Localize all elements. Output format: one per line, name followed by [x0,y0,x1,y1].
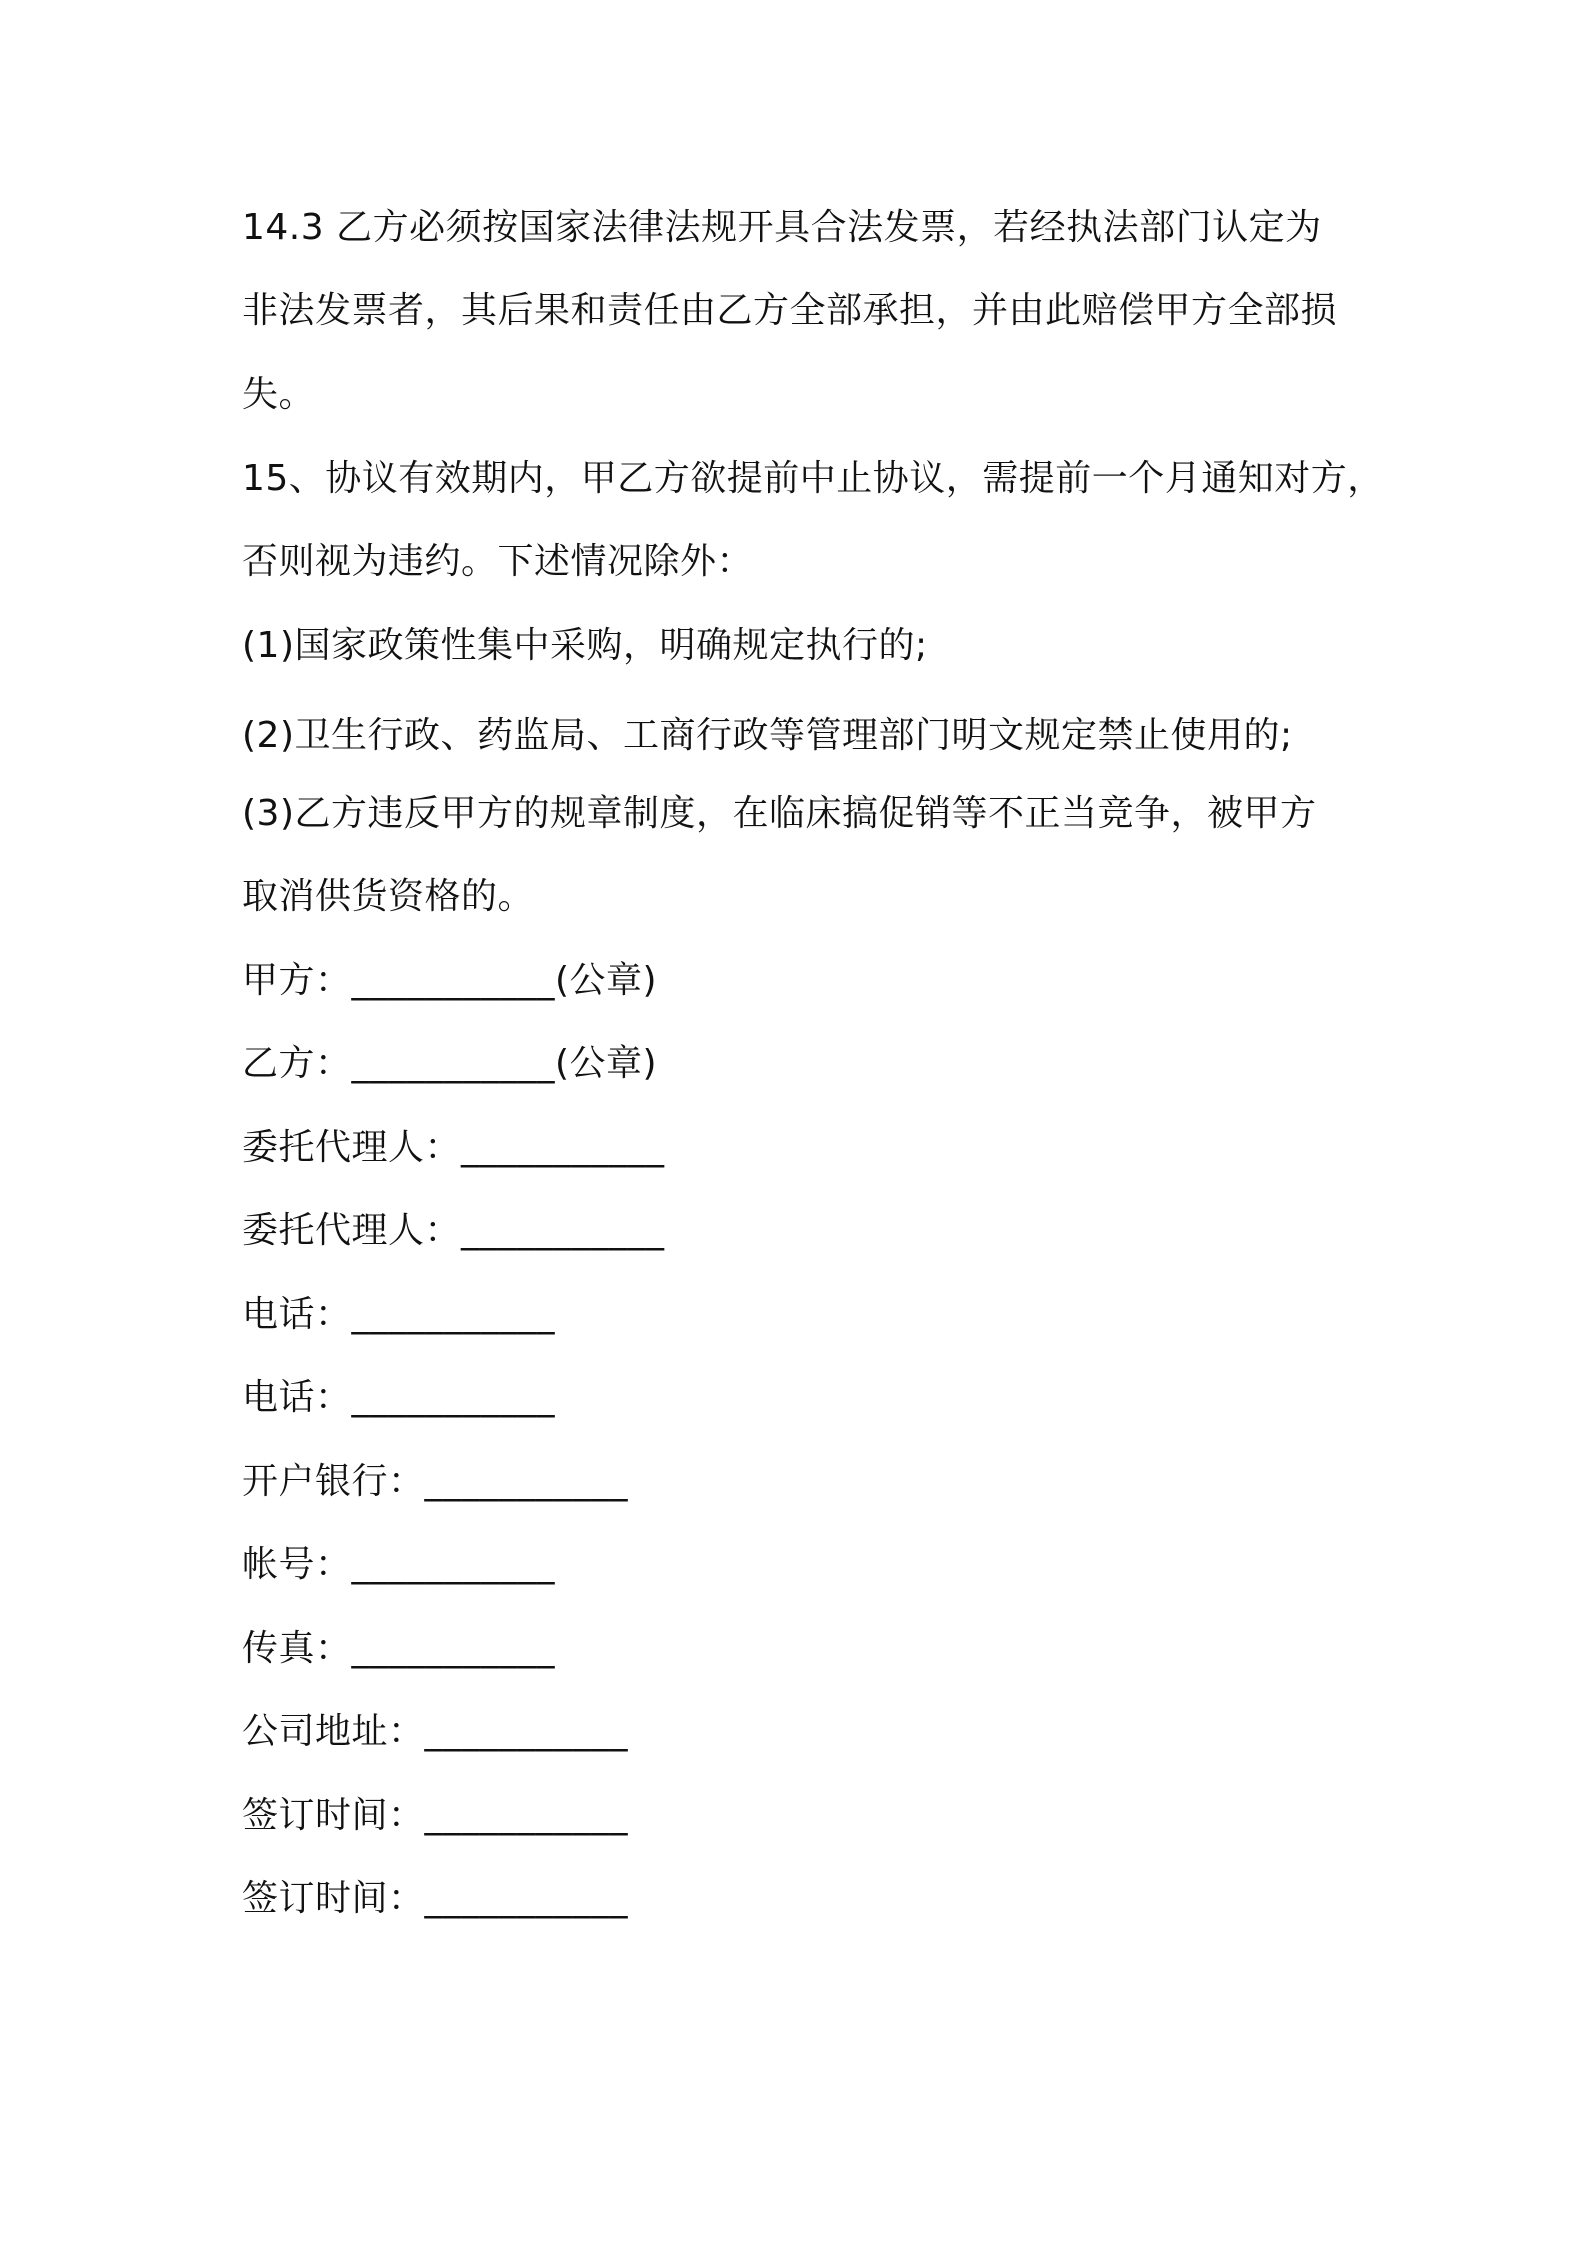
signature-party-a: 甲方：___________(公章) [242,960,658,1001]
signature-date-b: 签订时间：___________ [242,1878,629,1919]
clause-14-3-line-3: 失。 [242,374,316,415]
signature-phone-b: 电话：___________ [242,1377,556,1418]
signature-party-b: 乙方：___________(公章) [242,1043,658,1084]
clause-15-line-2: 否则视为违约。下述情况除外： [242,541,754,582]
exception-1: (1)国家政策性集中采购，明确规定执行的; [242,625,928,666]
clause-14-3-line-1: 14.3 乙方必须按国家法律法规开具合法发票，若经执法部门认定为 [242,207,1322,248]
signature-address: 公司地址：___________ [242,1711,629,1752]
exception-3-line-2: 取消供货资格的。 [242,876,535,917]
signature-agent-a: 委托代理人：___________ [242,1127,665,1168]
exception-2: (2)卫生行政、药监局、工商行政等管理部门明文规定禁止使用的; [242,715,1293,756]
signature-account: 帐号：___________ [242,1544,556,1585]
signature-phone-a: 电话：___________ [242,1294,556,1335]
clause-14-3-line-2: 非法发票者，其后果和责任由乙方全部承担，并由此赔偿甲方全部损 [242,290,1338,331]
signature-agent-b: 委托代理人：___________ [242,1210,665,1251]
signature-fax: 传真：___________ [242,1628,556,1669]
exception-3-line-1: (3)乙方违反甲方的规章制度，在临床搞促销等不正当竞争，被甲方 [242,793,1317,834]
clause-15-line-1: 15、协议有效期内，甲乙方欲提前中止协议，需提前一个月通知对方， [242,458,1384,499]
signature-date-a: 签订时间：___________ [242,1795,629,1836]
signature-bank: 开户银行：___________ [242,1461,629,1502]
